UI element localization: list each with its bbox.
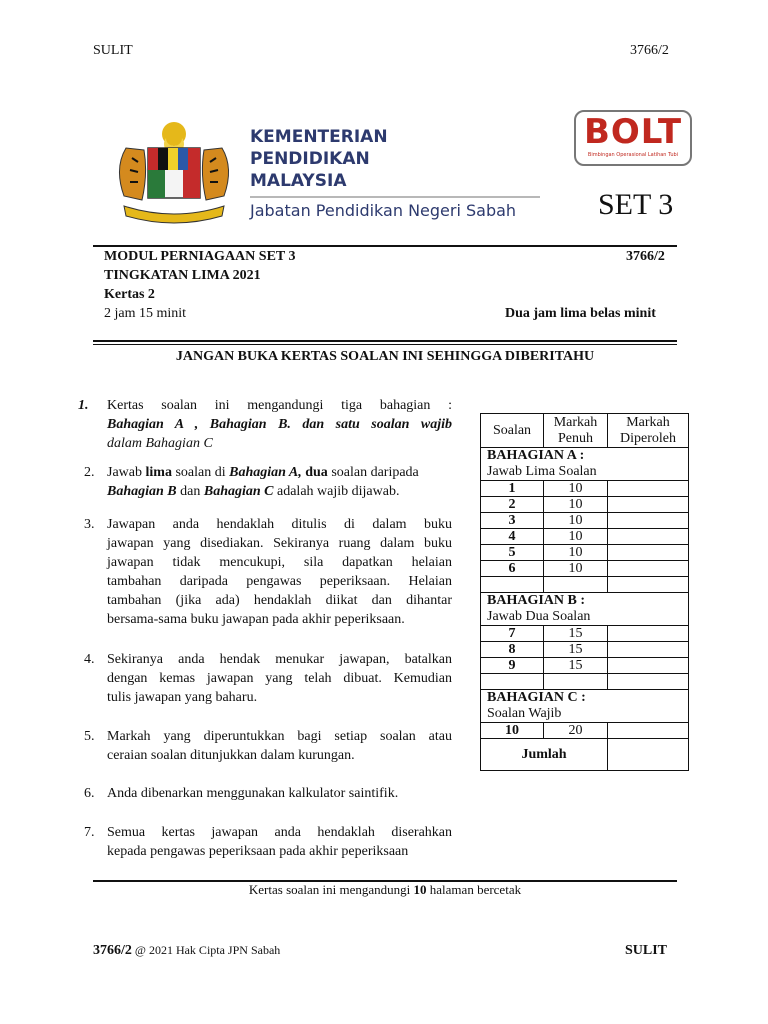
ministry-subtitle: Jabatan Pendidikan Negeri Sabah [250, 201, 517, 220]
section-subtitle: Jawab Dua Soalan [487, 609, 591, 624]
marks-obtained-cell[interactable] [608, 497, 689, 513]
total-marks-cell[interactable] [608, 739, 689, 771]
instruction-5 [84, 727, 452, 765]
section-title: BAHAGIAN B : [487, 593, 586, 608]
marks-obtained-cell[interactable] [608, 529, 689, 545]
subtotal-row [481, 577, 689, 593]
instruction-2 [84, 463, 452, 501]
paper-duration-words: Dua jam lima belas minit [505, 306, 656, 321]
ministry-line3: MALAYSIA [250, 171, 347, 191]
warning-text: JANGAN BUKA KERTAS SOALAN INI SEHINGGA DIBERITAHU [175, 349, 595, 364]
instruction-number: 1. [78, 398, 89, 413]
section-a-header [481, 448, 689, 481]
paper-form: TINGKATAN LIMA 2021 [104, 268, 261, 283]
marks-obtained-cell[interactable] [608, 513, 689, 529]
question-number: 8 [481, 642, 544, 658]
instruction-text: soalan di [171, 465, 230, 480]
header-markah-diperoleh: Markah Diperoleh [608, 414, 689, 448]
paper-number: Kertas 2 [104, 287, 155, 302]
marks-obtained-cell[interactable] [608, 577, 689, 593]
instruction-line: jawapan tidak mencukupi, sila dapatkan helaian [107, 555, 452, 570]
footer-copyright: @ 2021 Hak Cipta JPN Sabah [131, 943, 281, 957]
table-row [481, 545, 689, 561]
bolt-logo-tagline: Bimbingan Operasional Latihan Tubi [587, 152, 679, 158]
page-count-number: 10 [413, 882, 427, 897]
instruction-text: adalah wajib dijawab. [273, 484, 400, 499]
marks-obtained-cell[interactable] [608, 723, 689, 739]
question-number: 1 [481, 481, 544, 497]
question-number: 5 [481, 545, 544, 561]
instruction-line: tambahan daripada pengawas peperiksaan. Helaian [107, 574, 452, 589]
question-number: 10 [481, 723, 544, 739]
instruction-number: 2. [84, 465, 95, 480]
instruction-number: 3. [84, 517, 95, 532]
instruction-text: soalan daripada [327, 465, 419, 480]
ministry-line1: KEMENTERIAN [250, 127, 388, 147]
instruction-6 [84, 784, 452, 803]
marks-obtained-cell[interactable] [608, 642, 689, 658]
instruction-line: Jawapan anda hendaklah ditulis di dalam buku [107, 517, 452, 532]
marks-obtained-cell[interactable] [608, 658, 689, 674]
marks-obtained-cell[interactable] [608, 545, 689, 561]
full-marks: 10 [544, 545, 608, 561]
instruction-line: dengan kemas jawapan yang telah dibuat. Kemudian [107, 671, 452, 686]
bolt-logo-text: BOLT [583, 112, 683, 152]
question-number: 9 [481, 658, 544, 674]
table-row [481, 723, 689, 739]
instruction-text: Jawab [107, 465, 146, 480]
table-row [481, 513, 689, 529]
table-row [481, 658, 689, 674]
question-number: 2 [481, 497, 544, 513]
instruction-line: dalam Bahagian C [107, 436, 213, 451]
full-marks: 10 [544, 561, 608, 577]
full-marks: 15 [544, 658, 608, 674]
question-number: 7 [481, 626, 544, 642]
instruction-line: Semua kertas jawapan anda hendaklah diserahkan [107, 825, 452, 840]
marks-obtained-cell[interactable] [608, 626, 689, 642]
top-rule [93, 245, 677, 247]
instruction-text: lima [145, 465, 172, 480]
malaysia-crest-icon [104, 118, 244, 224]
paper-duration: 2 jam 15 minit [104, 306, 187, 321]
bolt-logo [574, 110, 692, 166]
instruction-text: Bahagian C [203, 484, 274, 499]
instruction-4 [84, 650, 452, 707]
full-marks: 10 [544, 481, 608, 497]
table-row [481, 481, 689, 497]
marks-table [480, 413, 689, 771]
instruction-line: Anda dibenarkan menggunakan kalkulator saintifik. [107, 786, 399, 801]
total-row [481, 739, 689, 771]
header-markah-penuh: Markah Penuh [544, 414, 608, 448]
instruction-line: Markah yang diperuntukkan bagi setiap soalan atau [107, 729, 452, 744]
table-row [481, 626, 689, 642]
footer-right: SULIT [625, 943, 668, 958]
instruction-text: Bahagian B [107, 484, 177, 499]
table-row [481, 529, 689, 545]
ministry-line2: PENDIDIKAN [250, 149, 370, 169]
paper-title: MODUL PERNIAGAAN SET 3 [104, 249, 296, 264]
paper-code: 3766/2 [626, 249, 665, 264]
total-label: Jumlah [481, 739, 608, 771]
full-marks: 10 [544, 497, 608, 513]
subtotal-row [481, 674, 689, 690]
section-title: BAHAGIAN A : [487, 448, 585, 463]
marks-obtained-cell[interactable] [608, 561, 689, 577]
section-b-header [481, 593, 689, 626]
section-subtitle: Jawab Lima Soalan [487, 464, 597, 479]
instruction-number: 6. [84, 786, 95, 801]
page-count [93, 882, 677, 898]
instruction-line: ceraian soalan ditunjukkan dalam kurungan. [107, 748, 355, 763]
full-marks: 20 [544, 723, 608, 739]
full-marks: 10 [544, 529, 608, 545]
table-row [481, 642, 689, 658]
instruction-number: 4. [84, 652, 95, 667]
section-c-header [481, 690, 689, 723]
footer-code: 3766/2 [93, 943, 132, 958]
instruction-number: 7. [84, 825, 95, 840]
question-number: 3 [481, 513, 544, 529]
header-right: 3766/2 [630, 43, 669, 58]
table-row [481, 497, 689, 513]
ministry-divider [250, 196, 540, 198]
instruction-line: Bahagian A , Bahagian B. dan satu soalan wajib [107, 417, 452, 432]
full-marks: 15 [544, 626, 608, 642]
instruction-3 [84, 515, 452, 629]
instruction-line: kepada pengawas peperiksaan pada akhir peperiksaan [107, 844, 409, 859]
instruction-1 [78, 396, 452, 453]
question-number: 6 [481, 561, 544, 577]
instruction-number: 5. [84, 729, 95, 744]
section-subtitle: Soalan Wajib [487, 706, 562, 721]
full-marks: 10 [544, 513, 608, 529]
instruction-line: Kertas soalan ini mengandungi tiga bahagian : [107, 398, 452, 413]
instruction-line: tambahan (jika ada) hendaklah diikat dan dihantar [107, 593, 452, 608]
instruction-line: Sekiranya anda hendak menukar jawapan, batalkan [107, 652, 452, 667]
instruction-text: dan [176, 484, 204, 499]
table-row [481, 561, 689, 577]
marks-obtained-cell[interactable] [608, 481, 689, 497]
marks-obtained-cell[interactable] [608, 674, 689, 690]
full-marks: 15 [544, 642, 608, 658]
set-label: SET 3 [598, 188, 674, 221]
instruction-text: dua [301, 465, 328, 480]
page-count-text: halaman bercetak [426, 882, 522, 897]
footer-left [93, 943, 280, 959]
section-title: BAHAGIAN C : [487, 690, 586, 705]
double-rule-bottom [93, 344, 677, 345]
instruction-line: tulis jawapan yang baharu. [107, 690, 258, 705]
double-rule-top [93, 340, 677, 342]
question-number: 4 [481, 529, 544, 545]
instruction-7 [84, 823, 452, 861]
instruction-text: Bahagian A, [229, 465, 302, 480]
header-left: SULIT [93, 43, 133, 58]
page-count-text: Kertas soalan ini mengandungi [248, 882, 414, 897]
instruction-line: bersama-sama buku jawapan pada akhir peperiksaan. [107, 612, 405, 627]
header-soalan: Soalan [481, 414, 544, 448]
instruction-line: jawapan yang disediakan. Sekiranya ruang dalam buku [107, 536, 452, 551]
